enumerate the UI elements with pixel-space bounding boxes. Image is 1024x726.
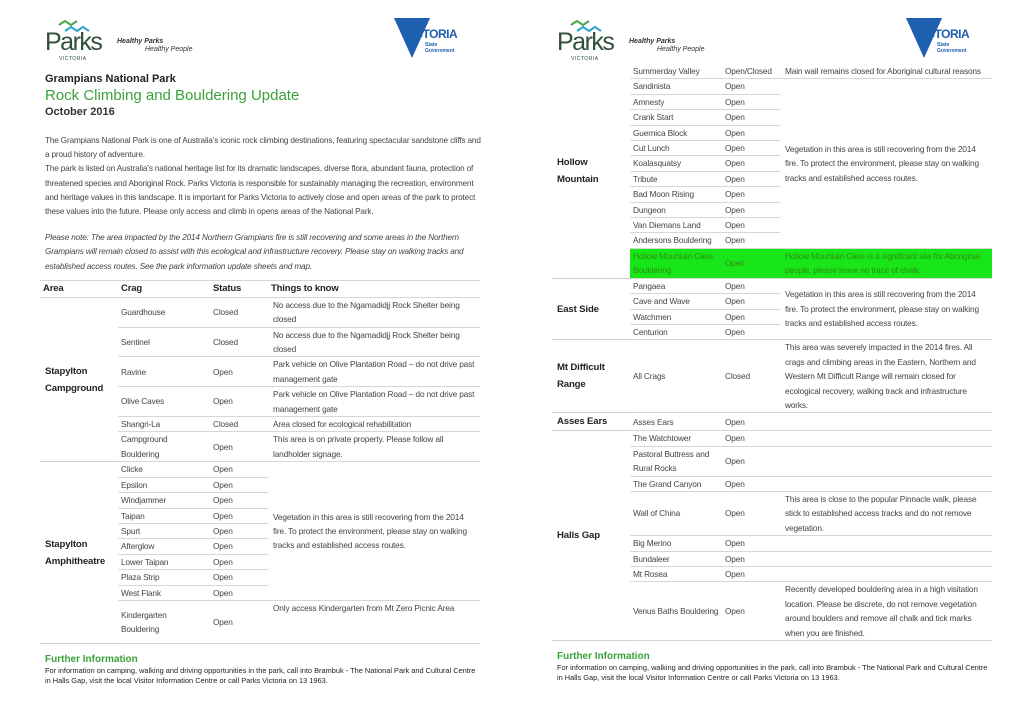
status-cell: Open bbox=[722, 476, 780, 491]
crag-cell: Wall of China bbox=[630, 491, 722, 535]
further-info-text: For information on camping, walking and driving opportunities in the park, call into Brambuk - The National Park and Cultural Centre in Halls Gap, visit the local Visitor Information Centre or call Parks Victoria on 13 1963. bbox=[557, 663, 988, 683]
crag-cell: Lower Taipan bbox=[118, 554, 210, 569]
status-cell: Closed bbox=[210, 297, 268, 327]
status-cell: Open bbox=[210, 539, 268, 554]
things-to-know-cell: Vegetation in this area is still recovering from the 2014 fire. To protect the environment, please stay on walking tracks and established access routes. bbox=[780, 278, 992, 340]
status-cell: Open bbox=[722, 324, 780, 339]
crag-cell: Campground Bouldering bbox=[118, 432, 210, 462]
crag-cell: Bundaleer bbox=[630, 551, 722, 566]
status-cell: Open bbox=[722, 110, 780, 125]
things-to-know-cell: Recently developed bouldering area in a high visitation location. Please be discrete, do not remove vegetation around boulders and remove all chalk and tick marks when you are finished. bbox=[780, 582, 992, 641]
crag-cell: Amnesty bbox=[630, 94, 722, 109]
status-cell: Open bbox=[210, 432, 268, 462]
things-to-know-cell: Main wall remains closed for Aboriginal cultural reasons bbox=[780, 64, 992, 79]
crag-cell: Asses Ears bbox=[630, 413, 722, 431]
status-cell: Open bbox=[722, 141, 780, 156]
status-cell: Open bbox=[722, 233, 780, 248]
status-cell: Open bbox=[722, 125, 780, 140]
crag-cell: Kindergarten Bouldering bbox=[118, 600, 210, 643]
crag-cell: Tribute bbox=[630, 171, 722, 186]
status-cell: Open bbox=[722, 309, 780, 324]
parks-victoria-logo: Parks VICTORIA Healthy Parks Healthy People bbox=[45, 20, 205, 62]
intro-text: The Grampians National Park is one of Australia’s iconic rock climbing destinations, featuring spectacular sandstone cliffs and a proud history of adventure. The park is listed on Australia’s national heritage list for its dramatic landscapes, diverse flora, abundant fauna, protection of threatened species and Aboriginal Rock. Parks Victoria is responsible for sustainably managing the recreation, environment and heritage values in this landscape. It is important for Parks Victoria to actively close and open areas of the park to protect these values into the future. Please only access and climb in opens areas of the National Park. bbox=[45, 136, 481, 217]
area-cell: Stapylton Amphitheatre bbox=[40, 462, 118, 644]
status-cell: Open bbox=[210, 462, 268, 477]
table-row bbox=[552, 413, 992, 431]
things-to-know-cell bbox=[780, 413, 992, 431]
status-cell: Open bbox=[722, 413, 780, 431]
status-cell: Open bbox=[722, 156, 780, 171]
status-cell: Open bbox=[210, 585, 268, 600]
table-header: Area Crag Status Things to know bbox=[40, 280, 480, 297]
tagline: Healthy Parks Healthy People bbox=[117, 38, 193, 53]
crag-cell: Watchmen bbox=[630, 309, 722, 324]
further-info-heading: Further Information bbox=[557, 651, 650, 663]
crag-cell: Andersons Bouldering bbox=[630, 233, 722, 248]
crag-cell: Guardhouse bbox=[118, 297, 210, 327]
status-cell: Open bbox=[210, 477, 268, 492]
status-cell: Open bbox=[210, 554, 268, 569]
things-to-know-cell bbox=[780, 446, 992, 476]
page-header bbox=[552, 0, 994, 64]
table-row bbox=[40, 462, 480, 477]
status-cell: Open bbox=[722, 202, 780, 217]
park-name: Grampians National Park bbox=[45, 73, 176, 85]
status-cell: Open bbox=[722, 94, 780, 109]
crag-cell: Bad Moon Rising bbox=[630, 187, 722, 202]
crag-cell: Shangri-La bbox=[118, 417, 210, 432]
page-header bbox=[40, 0, 482, 64]
things-to-know-cell bbox=[780, 476, 992, 491]
things-to-know-cell: No access due to the Ngamadidjj Rock Shelter being closed bbox=[268, 297, 480, 327]
crag-cell: Venus Baths Bouldering bbox=[630, 582, 722, 641]
document-title: Rock Climbing and Bouldering Update bbox=[45, 87, 300, 104]
table-row bbox=[552, 431, 992, 446]
status-cell: Open bbox=[722, 171, 780, 186]
things-to-know-cell: Vegetation in this area is still recovering from the 2014 fire. To protect the environment, please stay on walking tracks and established access routes. bbox=[268, 462, 480, 601]
status-cell: Open bbox=[722, 248, 780, 278]
things-to-know-cell bbox=[780, 536, 992, 551]
further-info-heading: Further Information bbox=[45, 653, 138, 665]
things-to-know-cell bbox=[780, 431, 992, 446]
table-row bbox=[552, 340, 992, 413]
crag-cell: Pangaea bbox=[630, 278, 722, 293]
status-cell: Open bbox=[722, 187, 780, 202]
crag-cell: Ravine bbox=[118, 357, 210, 387]
crag-cell: Dungeon bbox=[630, 202, 722, 217]
area-cell: Hollow Mountain bbox=[552, 64, 630, 278]
things-to-know-cell bbox=[780, 551, 992, 566]
status-cell: Open/Closed bbox=[722, 64, 780, 79]
crag-cell: Sentinel bbox=[118, 327, 210, 357]
status-cell: Open bbox=[722, 582, 780, 641]
things-to-know-cell: Only access Kindergarten from Mt Zero Picnic Area bbox=[268, 600, 480, 643]
things-to-know-cell: This area is on private property. Please follow all landholder signage. bbox=[268, 432, 480, 462]
area-cell: Stapylton Campground bbox=[40, 297, 118, 461]
crag-cell: The Grand Canyon bbox=[630, 476, 722, 491]
crag-cell: Cut Lunch bbox=[630, 141, 722, 156]
status-cell: Open bbox=[210, 493, 268, 508]
crag-cell: Cave and Wave bbox=[630, 294, 722, 309]
crag-cell: Mt Rosea bbox=[630, 567, 722, 582]
fire-note: Please note: The area impacted by the 2014 Northern Grampians fire is still recovering and some areas in the Northern Grampians will remain closed to assist with this ecological and infrastructure recovery. Please stay on walking tracks and established access routes. See the park information update sheets and map. bbox=[45, 233, 464, 271]
crag-cell: Crank Start bbox=[630, 110, 722, 125]
crag-cell: Plaza Strip bbox=[118, 570, 210, 585]
crag-cell: Epsilon bbox=[118, 477, 210, 492]
crag-cell: Taipan bbox=[118, 508, 210, 523]
parks-victoria-logo: Parks VICTORIA Healthy Parks Healthy People bbox=[557, 20, 717, 62]
things-to-know-cell bbox=[780, 567, 992, 582]
status-cell: Open bbox=[210, 357, 268, 387]
status-cell: Open bbox=[722, 551, 780, 566]
crag-cell: Clicke bbox=[118, 462, 210, 477]
status-cell: Open bbox=[210, 600, 268, 643]
crag-cell: Olive Caves bbox=[118, 387, 210, 417]
document-date: October 2016 bbox=[45, 106, 115, 118]
things-to-know-cell: Vegetation in this area is still recovering from the 2014 fire. To protect the environment, please stay on walking tracks and established access routes. bbox=[780, 79, 992, 248]
crag-cell: Centurion bbox=[630, 324, 722, 339]
table-row bbox=[552, 64, 992, 79]
things-to-know-cell: Park vehicle on Olive Plantation Road – do not drive past management gate bbox=[268, 387, 480, 417]
crag-cell: Hollow Mountain Cave Bouldering bbox=[630, 248, 722, 278]
title-block bbox=[40, 72, 482, 119]
crag-cell: Guernica Block bbox=[630, 125, 722, 140]
area-cell: Asses Ears bbox=[552, 413, 630, 431]
crag-cell: Van Diemans Land bbox=[630, 218, 722, 233]
status-cell: Open bbox=[722, 294, 780, 309]
crag-status-table-1 bbox=[40, 280, 480, 644]
status-cell: Open bbox=[210, 387, 268, 417]
area-cell: East Side bbox=[552, 278, 630, 340]
status-cell: Open bbox=[722, 567, 780, 582]
crag-cell: The Watchtower bbox=[630, 431, 722, 446]
table-row bbox=[552, 278, 992, 293]
status-cell: Open bbox=[210, 570, 268, 585]
things-to-know-cell: No access due to the Ngamadidjj Rock Shelter being closed bbox=[268, 327, 480, 357]
things-to-know-cell: This area was severely impacted in the 2014 fires. All crags and climbing areas in the Eastern, Northern and Western Mt Difficult Range will remain closed for ecological recovery, walking track and infrastructure works. bbox=[780, 340, 992, 413]
things-to-know-cell: This area is close to the popular Pinnacle walk, please stick to established access tracks and do not remove vegetation. bbox=[780, 491, 992, 535]
page-2 bbox=[512, 0, 1024, 693]
things-to-know-cell: Park vehicle on Olive Plantation Road – do not drive past management gate bbox=[268, 357, 480, 387]
crag-cell: West Flank bbox=[118, 585, 210, 600]
crag-status-table-2 bbox=[552, 64, 992, 641]
crag-cell: Koalasquatsy bbox=[630, 156, 722, 171]
status-cell: Closed bbox=[210, 327, 268, 357]
status-cell: Open bbox=[722, 278, 780, 293]
area-cell: Mt Difficult Range bbox=[552, 340, 630, 413]
crag-cell: Big Merino bbox=[630, 536, 722, 551]
things-to-know-cell: Hollow Mountain Cave is a significant site for Aboriginal people, please leave no trace of chalk. bbox=[780, 248, 992, 278]
crag-cell: Pastoral Buttress and Rural Rocks bbox=[630, 446, 722, 476]
crag-cell: Summerday Valley bbox=[630, 64, 722, 79]
status-cell: Open bbox=[722, 218, 780, 233]
status-cell: Open bbox=[722, 491, 780, 535]
crag-cell: All Crags bbox=[630, 340, 722, 413]
status-cell: Open bbox=[722, 446, 780, 476]
status-cell: Closed bbox=[210, 417, 268, 432]
crag-cell: Afterglow bbox=[118, 539, 210, 554]
things-to-know-cell: Area closed for ecological rehabilitation bbox=[268, 417, 480, 432]
victoria-government-logo: VICTORIA State Government bbox=[906, 18, 982, 58]
page-1 bbox=[0, 0, 512, 696]
crag-cell: Windjammer bbox=[118, 493, 210, 508]
area-cell: Halls Gap bbox=[552, 431, 630, 641]
status-cell: Open bbox=[210, 523, 268, 538]
crag-cell: Sandinista bbox=[630, 79, 722, 94]
status-cell: Open bbox=[722, 431, 780, 446]
victoria-government-logo: VICTORIA State Government bbox=[394, 18, 470, 58]
status-cell: Open bbox=[722, 79, 780, 94]
further-info-text: For information on camping, walking and driving opportunities in the park, call into Brambuk - The National Park and Cultural Centre in Halls Gap, visit the local Visitor Information Centre or call Parks Victoria on 13 1963. bbox=[45, 665, 476, 685]
crag-cell: Spurt bbox=[118, 523, 210, 538]
table-row bbox=[40, 297, 480, 327]
tagline: Healthy Parks Healthy People bbox=[629, 38, 705, 53]
status-cell: Open bbox=[210, 508, 268, 523]
status-cell: Open bbox=[722, 536, 780, 551]
status-cell: Closed bbox=[722, 340, 780, 413]
